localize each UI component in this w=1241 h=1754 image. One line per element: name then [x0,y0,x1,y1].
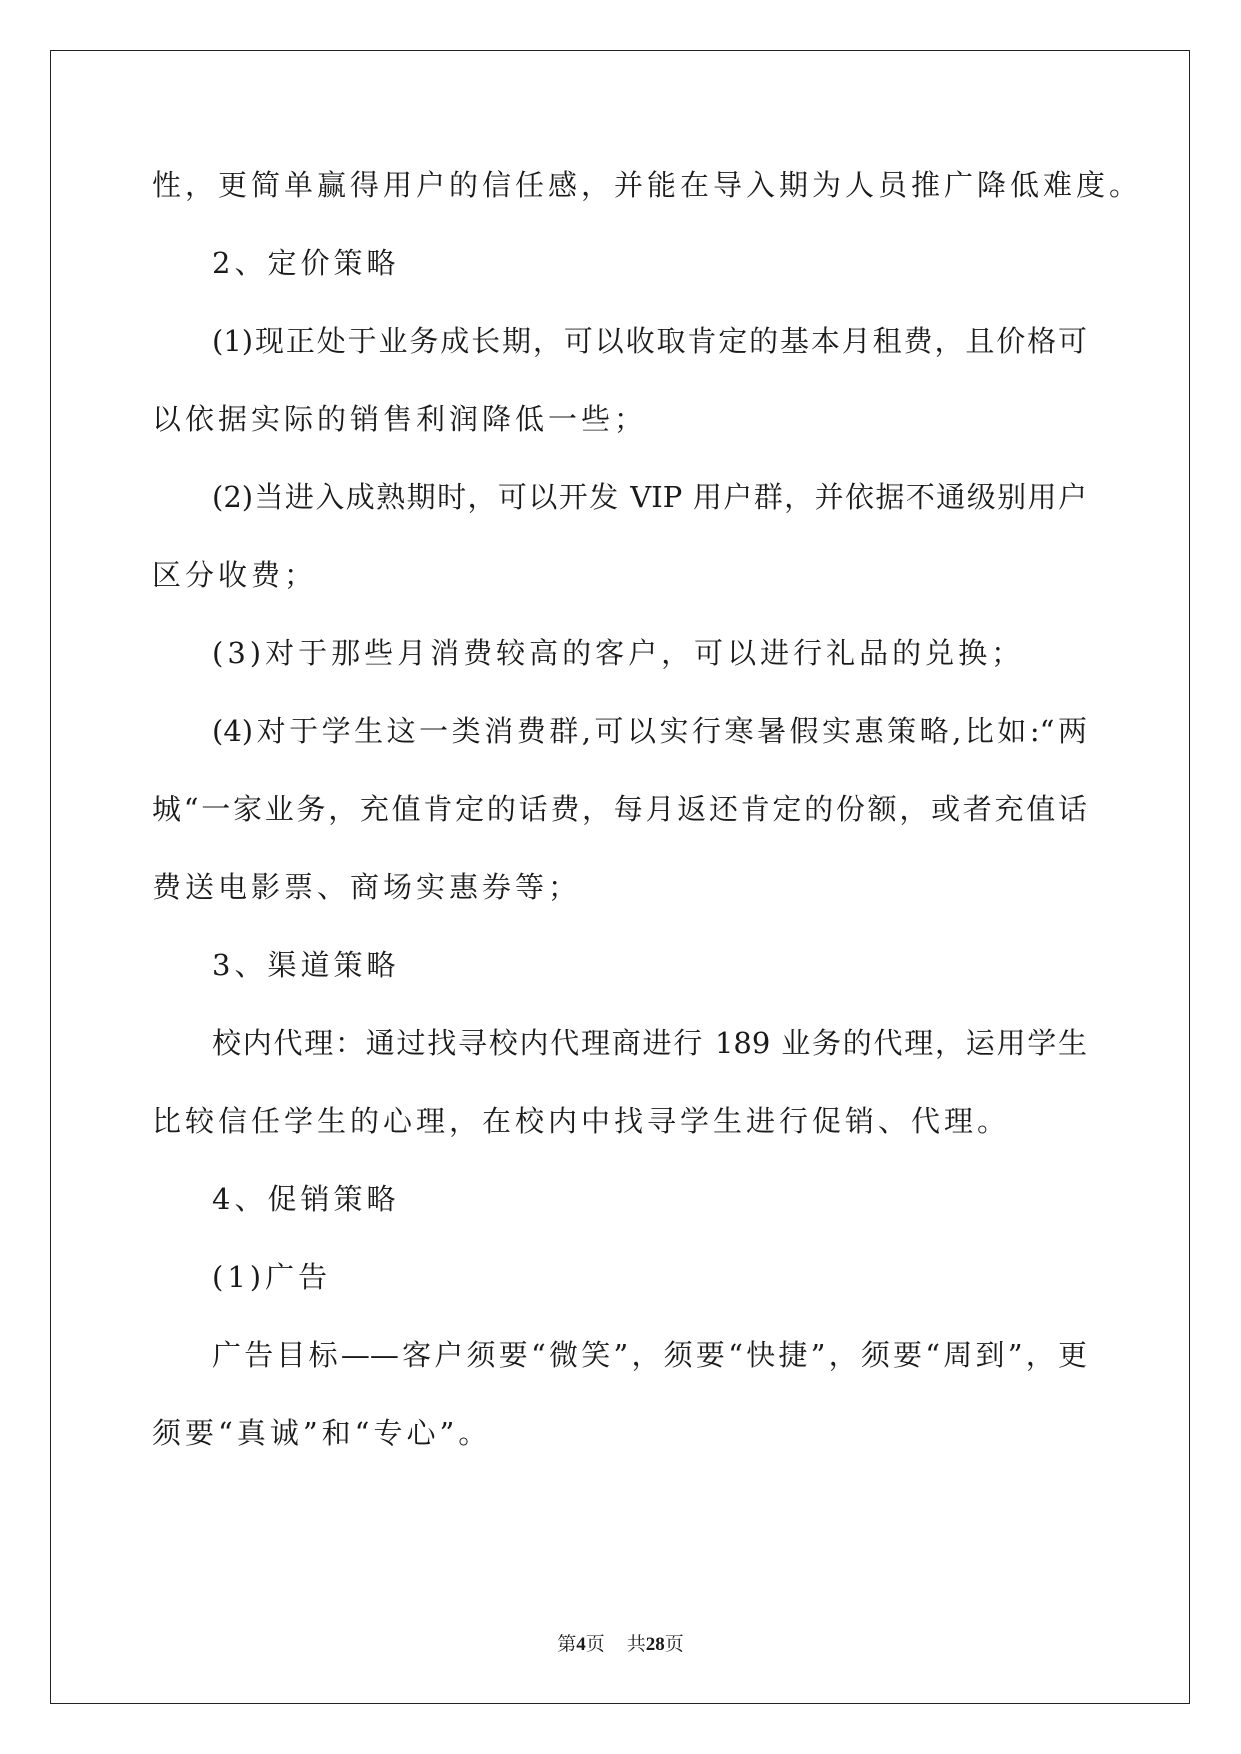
paragraph-line: 校内代理：通过找寻校内代理商进行 189 业务的代理，运用学生 [212,1026,1087,1060]
section-heading: 2、定价策略 [212,246,400,280]
footer-total-prefix: 共 [626,1633,646,1655]
footer-total-unit: 页 [664,1633,684,1655]
section-heading: 4、促销策略 [212,1182,400,1216]
paragraph-line: (3)对于那些月消费较高的客户，可以进行礼品的兑换； [212,636,1025,670]
paragraph-line: 区分收费； [152,558,318,592]
total-page-count: 28 [645,1634,665,1655]
paragraph-line: (4)对于学生这一类消费群,可以实行寒暑假实惠策略,比如:“两 [212,714,1087,748]
footer-page-unit: 页 [585,1633,605,1655]
paragraph-line: 城“一家业务，充值肯定的话费，每月返还肯定的份额，或者充值话 [152,792,1087,826]
page-footer [0,1632,1241,1657]
paragraph-line: 比较信任学生的心理，在校内中找寻学生进行促销、代理。 [152,1104,1011,1138]
paragraph-line: (2)当进入成熟期时，可以开发 VIP 用户群，并依据不通级别用户 [212,480,1087,514]
paragraph-line: 须要“真诚”和“专心”。 [152,1416,492,1450]
current-page-number: 4 [576,1634,586,1655]
footer-prefix: 第 [557,1633,577,1655]
paragraph-line: 性，更简单赢得用户的信任感，并能在导入期为人员推广降低难度。 [152,168,1143,202]
paragraph-line: 费送电影票、商场实惠券等； [152,870,582,904]
section-heading: 3、渠道策略 [212,948,400,982]
paragraph-line: (1)现正处于业务成长期，可以收取肯定的基本月租费，且价格可 [212,324,1087,358]
paragraph-line: 以依据实际的销售利润降低一些； [152,402,648,436]
subsection-heading: (1)广告 [212,1260,332,1294]
paragraph-line: 广告目标——客户须要“微笑”，须要“快捷”，须要“周到”，更 [212,1338,1087,1372]
